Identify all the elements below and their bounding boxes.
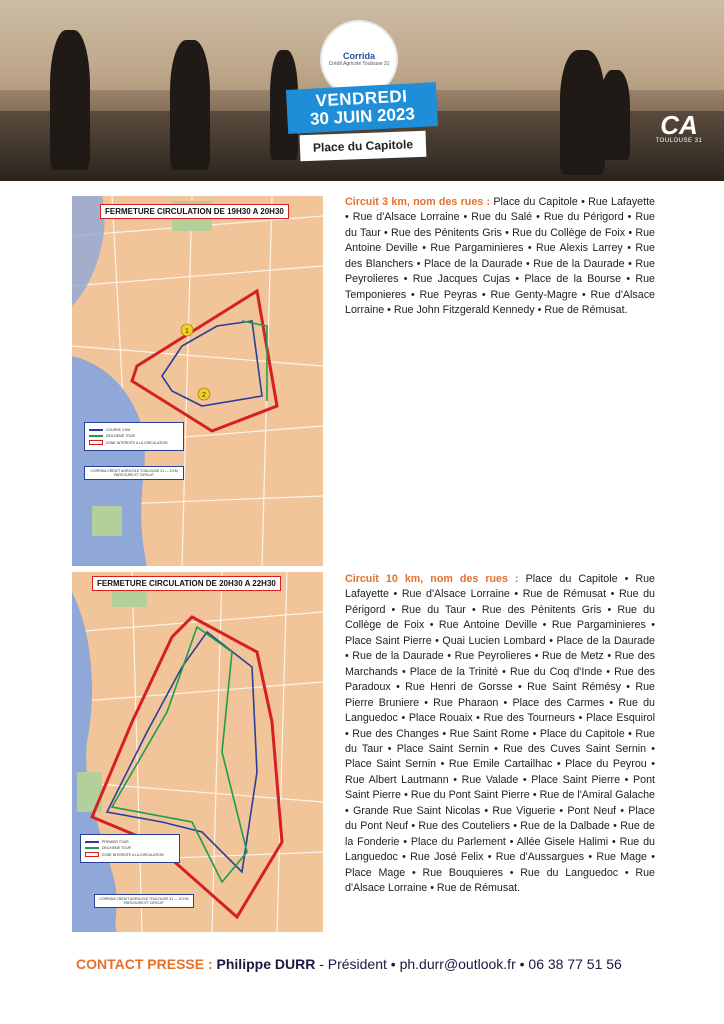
logo-title: Corrida bbox=[342, 51, 375, 61]
venue-label: Place du Capitole bbox=[300, 131, 427, 161]
legend-row bbox=[89, 434, 179, 438]
marker-1-label: 1 bbox=[185, 328, 189, 335]
map-10km-title: FERMETURE CIRCULATION DE 20H30 A 22H30 bbox=[92, 576, 281, 591]
map-10km-note: CORRIDA CREDIT AGRICOLE TOULOUSE 31 — 10 KM PARCOURS ET CIRCUIT bbox=[94, 894, 194, 908]
circuit-3km-streets bbox=[345, 195, 655, 319]
ca-subtitle: TOULOUSE 31 bbox=[655, 138, 703, 144]
map-10km-drawing bbox=[72, 572, 323, 932]
logo-subtitle: Crédit Agricole Toulouse 31 bbox=[328, 61, 390, 67]
legend-swatch bbox=[89, 429, 103, 431]
legend-row bbox=[85, 846, 175, 850]
marker-2-label: 2 bbox=[202, 392, 206, 399]
contact-label: CONTACT PRESSE : bbox=[76, 956, 213, 972]
legend-label: PREMIER TOUR bbox=[102, 840, 129, 844]
press-contact bbox=[76, 956, 622, 972]
map-10km-legend bbox=[80, 834, 180, 863]
contact-name: Philippe DURR bbox=[216, 956, 316, 972]
map-3km-legend bbox=[84, 422, 184, 451]
date-line-2: 30 JUIN 2023 bbox=[309, 104, 416, 129]
circuit-10km-streets bbox=[345, 572, 655, 897]
legend-row bbox=[89, 428, 179, 432]
map-3km-drawing bbox=[72, 196, 323, 566]
map-10km bbox=[72, 572, 323, 932]
header-banner bbox=[0, 0, 724, 181]
date-banner bbox=[286, 82, 438, 134]
map-3km-title: FERMETURE CIRCULATION DE 19H30 A 20H30 bbox=[100, 204, 289, 219]
legend-label: DEUXIEME TOUR bbox=[102, 846, 132, 850]
legend-row bbox=[89, 440, 179, 445]
credit-agricole-logo bbox=[648, 112, 710, 162]
legend-row bbox=[85, 852, 175, 857]
map-3km-note: CORRIDA CREDIT AGRICOLE TOULOUSE 31 — 3 KM PARCOURS ET CIRCUIT bbox=[84, 466, 184, 480]
circuit-10km-title: Circuit 10 km, nom des rues : bbox=[345, 573, 519, 585]
legend-swatch bbox=[85, 852, 99, 857]
contact-details: - Président • ph.durr@outlook.fr • 06 38 77 51 56 bbox=[315, 956, 622, 972]
circuit-3km-text: Place du Capitole • Rue Lafayette • Rue d'Alsace Lorraine • Rue du Salé • Rue du Périgord • Rue du Taur • Rue des Pénitents Gris • Rue du Collège de Foix • Rue Antoine Deville • Rue Pargaminieres • Rue Alexis Larrey • Rue des Blanchers • Place de la Daurade • Rue de la Daurade • Rue Peyrolieres • Rue Jacques Cujas • Place de la Bourse • Rue Temponieres • Rue Peyras • Rue Genty-Magre • Rue d'Alsace Lorraine • Rue John Fitzgerald Kennedy • Rue de Rémusat. bbox=[345, 196, 655, 317]
circuit-10km-text: Place du Capitole • Rue Lafayette • Rue d'Alsace Lorraine • Rue de Rémusat • Rue du Périgord • Rue du Taur • Rue des Pénitents Gris • Rue du Collège de Foix • Rue Antoine Deville • Rue Pargaminieres • Place Saint Pierre • Quai Lucien Lombard • Place de la Daurade • Rue de la Daurade • Rue Peyrolieres • Rue de Metz • Rue des Marchands • Place de la Trinité • Rue du Coq d'Inde • Rue des Paradoux • Rue Henri de Gorsse • Rue Saint Rémésy • Rue Pierre Bruniere • Rue Pharaon • Place des Carmes • Rue du Languedoc • Place Rouaix • Rue des Tourneurs • Place Esquirol • Rue des Changes • Rue Saint Rome • Place du Capitole • Rue du Taur • Place Saint Sernin • Rue des Cuves Saint Sernin • Place Saint Sernin • Rue Emile Cartailhac • Place du Peyrou • Rue Albert Lautmann • Rue Valade • Place Saint Pierre • Pont Saint Pierre • Rue du Pont Saint Pierre • Rue de l'Amiral Galache • Grande Rue Saint Nicolas • Rue Viguerie • Pont Neuf • Place du Pont Neuf • Rue des Couteliers • Rue de la Dalbade • Rue de la Fonderie • Place du Parlement • Allée Gisele Halimi • Rue du Languedoc • Rue José Felix • Rue d'Aussargues • Rue Mage • Place Mage • Rue Bouquieres • Rue du Languedoc • Rue d'Alsace Lorraine • Rue de Rémusat. bbox=[345, 573, 656, 895]
date-line-1: VENDREDI bbox=[315, 86, 408, 111]
runner-silhouette bbox=[50, 30, 90, 170]
map-3km bbox=[72, 196, 323, 566]
legend-row bbox=[85, 840, 175, 844]
legend-label: ZONE INTERDITE A LA CIRCULATION bbox=[106, 440, 168, 445]
legend-swatch bbox=[89, 435, 103, 437]
legend-swatch bbox=[85, 847, 99, 849]
legend-swatch bbox=[89, 440, 103, 445]
runner-silhouette bbox=[600, 70, 630, 160]
legend-swatch bbox=[85, 841, 99, 843]
circuit-3km-title: Circuit 3 km, nom des rues : bbox=[345, 196, 491, 208]
legend-label: ZONE INTERDITE A LA CIRCULATION bbox=[102, 852, 164, 857]
runner-silhouette bbox=[170, 40, 210, 170]
runner-silhouette bbox=[560, 50, 605, 175]
ca-mark-icon: CA bbox=[660, 110, 698, 140]
legend-label: DEUXIEME TOUR bbox=[106, 434, 136, 438]
legend-label: COURSE 3 KM bbox=[106, 428, 131, 432]
